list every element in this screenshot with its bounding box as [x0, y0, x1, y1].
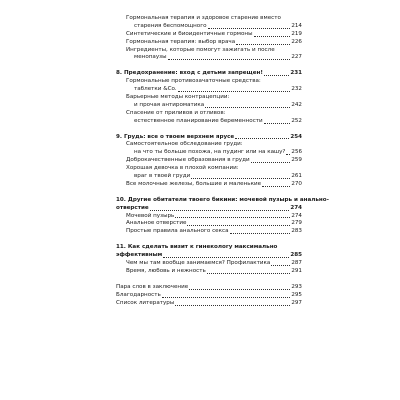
- toc-entry-text: естественное планирование беременности: [134, 117, 263, 124]
- dot-leader: [251, 162, 291, 163]
- toc-page-number: 283: [291, 228, 302, 235]
- toc-entry-text: Мочевой пузырь: [126, 212, 175, 219]
- toc-page-number: 295: [291, 291, 302, 298]
- toc-page-number: 297: [291, 299, 302, 306]
- chapter-title: 9. Грудь: все о твоем верхнем ярусе: [116, 133, 235, 140]
- chapter-title: 11. Как сделать визит к гинекологу максимально: [116, 244, 278, 251]
- toc-entry-text: Простые правила анального секса: [126, 228, 229, 235]
- dot-leader: [264, 123, 291, 124]
- toc-entry-text: Анальное отверстие: [126, 220, 187, 227]
- dot-leader: [208, 28, 291, 29]
- toc-page-number: 214: [291, 22, 302, 29]
- toc-entry-text: Все молочные железы, большие и маленькие: [126, 180, 262, 187]
- chapter-title: 8. Предохранение: вход с детьми запрещен!: [116, 70, 263, 77]
- toc-entry-text: Хорошая девочка в плохой компании:: [126, 165, 239, 172]
- dot-leader: [163, 257, 289, 258]
- chapter-heading-cont: [116, 205, 302, 213]
- toc-entry: [116, 39, 302, 47]
- toc-entry-text: старения беспомощного: [134, 22, 207, 29]
- toc-entry-text: Гормональные противозачаточные средства:: [126, 78, 261, 85]
- toc-page-number: 261: [291, 173, 302, 180]
- toc-entry-text: таблетки &Co.: [134, 86, 177, 93]
- dot-leader: [162, 297, 291, 298]
- toc-entry-text: и прочая антироматика: [134, 101, 205, 108]
- toc-entry-text: Спасение от приливов и отливов:: [126, 109, 226, 116]
- toc-entry: [116, 213, 302, 221]
- toc-page-number: 274: [290, 204, 302, 211]
- toc-entry: [116, 118, 302, 126]
- toc-entry: [116, 181, 302, 189]
- dot-leader: [175, 305, 290, 306]
- toc-entry-text: Ингредиенты, которые помогут зажигать и после: [126, 46, 275, 53]
- dot-leader: [168, 59, 291, 60]
- dot-leader: [189, 289, 290, 290]
- toc-entry-text: Список литературы: [116, 299, 175, 306]
- dot-leader: [187, 225, 290, 226]
- toc-entry: [116, 228, 302, 236]
- toc-page-number: 259: [291, 157, 302, 164]
- toc-entry: [116, 149, 302, 157]
- toc-page-number: 226: [291, 38, 302, 45]
- dot-leader: [175, 217, 290, 218]
- toc-entry: [116, 94, 302, 102]
- toc-entry: [116, 292, 302, 300]
- dot-leader: [286, 154, 290, 155]
- toc-entry-text: Благодарность: [116, 291, 161, 298]
- toc-entry: [116, 141, 302, 149]
- dot-leader: [262, 186, 290, 187]
- chapter-title-cont: отверстие: [116, 204, 149, 211]
- dot-leader: [230, 233, 291, 234]
- table-of-contents: [116, 14, 329, 308]
- toc-entry-text: Синтетические и биоидентичные гормоны: [126, 30, 253, 37]
- dot-leader: [178, 91, 291, 92]
- toc-entry-text: враг в твоей груди: [134, 173, 191, 180]
- dot-leader: [264, 75, 289, 76]
- toc-entry: [116, 15, 302, 23]
- chapter-heading-cont: [116, 252, 302, 260]
- chapter-heading: [116, 70, 302, 78]
- toc-page-number: 274: [291, 212, 302, 219]
- toc-entry: [116, 260, 302, 268]
- toc-page-number: 231: [290, 70, 302, 77]
- toc-entry: [116, 284, 302, 292]
- chapter-heading: [116, 196, 329, 205]
- toc-entry-text: Пара слов в заключение: [116, 283, 189, 290]
- toc-page-number: 279: [291, 220, 302, 227]
- toc-entry: [116, 268, 302, 276]
- dot-leader: [191, 178, 290, 179]
- chapter-heading: [116, 134, 302, 142]
- toc-entry-text: Самостоятельное обследование груди:: [126, 141, 243, 148]
- toc-entry-text: менопаузы: [134, 54, 167, 61]
- toc-entry-text: Гормональная терапия: выбор врача: [126, 38, 236, 45]
- toc-page-number: 285: [290, 252, 302, 259]
- toc-page-number: 227: [291, 54, 302, 61]
- toc-page-number: 219: [291, 30, 302, 37]
- toc-page-number: 256: [291, 149, 303, 156]
- toc-entry: [116, 23, 302, 31]
- toc-entry-text: Гормональная терапия и здоровое старение вместо: [126, 14, 281, 21]
- chapter-heading: [116, 244, 302, 252]
- toc-page-number: 270: [291, 180, 302, 187]
- toc-page-number: 252: [291, 117, 302, 124]
- chapter-title: 10. Другие обитатели твоего бикини: мочевой пузырь и анально-: [116, 196, 329, 203]
- dot-leader: [207, 273, 291, 274]
- toc-entry: [116, 157, 302, 165]
- toc-entry-text: Чем мы там вообще занимаемся? Профилактика: [126, 260, 271, 267]
- toc-page-number: 242: [291, 101, 302, 108]
- toc-entry: [116, 78, 302, 86]
- toc-page-number: 287: [291, 260, 302, 267]
- toc-page-number: 293: [291, 283, 302, 290]
- toc-entry: [116, 110, 302, 118]
- toc-entry: [116, 165, 302, 173]
- toc-page-number: 254: [290, 133, 302, 140]
- toc-entry: [116, 47, 302, 55]
- toc-entry: [116, 300, 302, 308]
- dot-leader: [235, 138, 289, 139]
- toc-entry: [116, 31, 302, 39]
- toc-page-number: 291: [291, 267, 302, 274]
- dot-leader: [271, 265, 290, 266]
- toc-entry: [116, 54, 302, 62]
- toc-entry-text: Доброкачественные образования в груди: [126, 157, 250, 164]
- toc-entry: [116, 220, 302, 228]
- dot-leader: [205, 107, 290, 108]
- toc-page-number: 232: [291, 86, 302, 93]
- toc-entry-text: Барьерные методы контрацепции:: [126, 94, 230, 100]
- dot-leader: [236, 44, 290, 45]
- dot-leader: [254, 36, 291, 37]
- toc-entry: [116, 173, 302, 181]
- chapter-title-cont: эффективным: [116, 252, 163, 259]
- toc-entry: [116, 86, 302, 94]
- dot-leader: [150, 210, 290, 211]
- toc-entry-text: на что ты больше похожа, на пудинг или на кашу?: [134, 149, 286, 156]
- toc-entry-text: Время, любовь и нежность: [126, 267, 206, 274]
- toc-entry: [116, 102, 302, 110]
